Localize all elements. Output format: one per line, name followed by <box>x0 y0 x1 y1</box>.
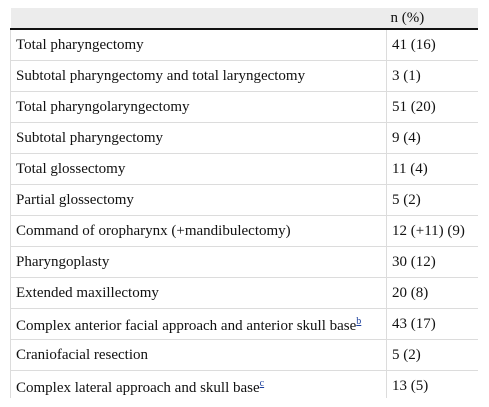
footnote-marker <box>260 375 264 389</box>
table-row <box>11 92 479 123</box>
procedure-cell <box>11 154 387 185</box>
table-row <box>11 154 479 185</box>
table-row <box>11 123 479 154</box>
table-row <box>11 340 479 371</box>
procedure-cell <box>11 61 387 92</box>
table-row <box>11 61 479 92</box>
value-cell: 5 (2) <box>387 185 479 216</box>
value-cell: 11 (4) <box>387 154 479 185</box>
table-header-row <box>11 8 479 29</box>
procedure-label: Subtotal pharyngectomy and total laryngectomy <box>16 67 306 84</box>
table-row <box>11 278 479 309</box>
procedure-label: Complex lateral approach and skull base <box>16 380 260 396</box>
value-cell: 41 (16) <box>387 29 479 61</box>
value-cell: 9 (4) <box>387 123 479 154</box>
header-n-percent: n (%) <box>387 8 479 29</box>
procedure-label: Total pharyngectomy <box>16 36 144 53</box>
procedure-cell <box>11 123 387 154</box>
procedure-cell <box>11 185 387 216</box>
table-row <box>11 185 479 216</box>
value-cell: 12 (+11) (9) <box>387 216 479 247</box>
procedure-label: Subtotal pharyngectomy <box>16 129 164 146</box>
value-cell: 51 (20) <box>387 92 479 123</box>
procedure-label: Command of oropharynx (+mandibulectomy) <box>16 222 291 239</box>
table-row <box>11 216 479 247</box>
procedure-cell <box>11 92 387 123</box>
table-row <box>11 247 479 278</box>
procedure-cell <box>11 278 387 309</box>
footnote-marker <box>356 313 361 327</box>
procedure-label: Pharyngoplasty <box>16 253 110 270</box>
value-cell: 30 (12) <box>387 247 479 278</box>
procedures-table-container <box>10 8 478 398</box>
procedure-cell <box>11 247 387 278</box>
procedure-cell <box>11 216 387 247</box>
procedure-cell <box>11 340 387 371</box>
table-body <box>11 29 479 398</box>
value-cell: 3 (1) <box>387 61 479 92</box>
procedure-label: Partial glossectomy <box>16 191 134 208</box>
procedure-label: Total glossectomy <box>16 160 126 177</box>
procedure-label: Total pharyngolaryngectomy <box>16 98 190 115</box>
value-cell: 5 (2) <box>387 340 479 371</box>
footnote-link[interactable]: b <box>356 316 362 327</box>
footnote-link[interactable]: c <box>259 378 265 389</box>
procedure-label: Craniofacial resection <box>16 346 149 363</box>
procedure-label: Extended maxillectomy <box>16 284 159 301</box>
procedures-table <box>10 8 478 398</box>
procedure-label: Complex anterior facial approach and anterior skull base <box>16 318 357 334</box>
procedure-cell <box>11 29 387 61</box>
value-cell: 43 (17) <box>387 309 479 340</box>
procedure-cell <box>11 371 387 399</box>
table-row <box>11 29 479 61</box>
value-cell: 20 (8) <box>387 278 479 309</box>
procedure-cell <box>11 309 387 340</box>
value-cell: 13 (5) <box>387 371 479 399</box>
table-row <box>11 309 479 340</box>
header-procedure <box>11 8 387 29</box>
table-row <box>11 371 479 399</box>
